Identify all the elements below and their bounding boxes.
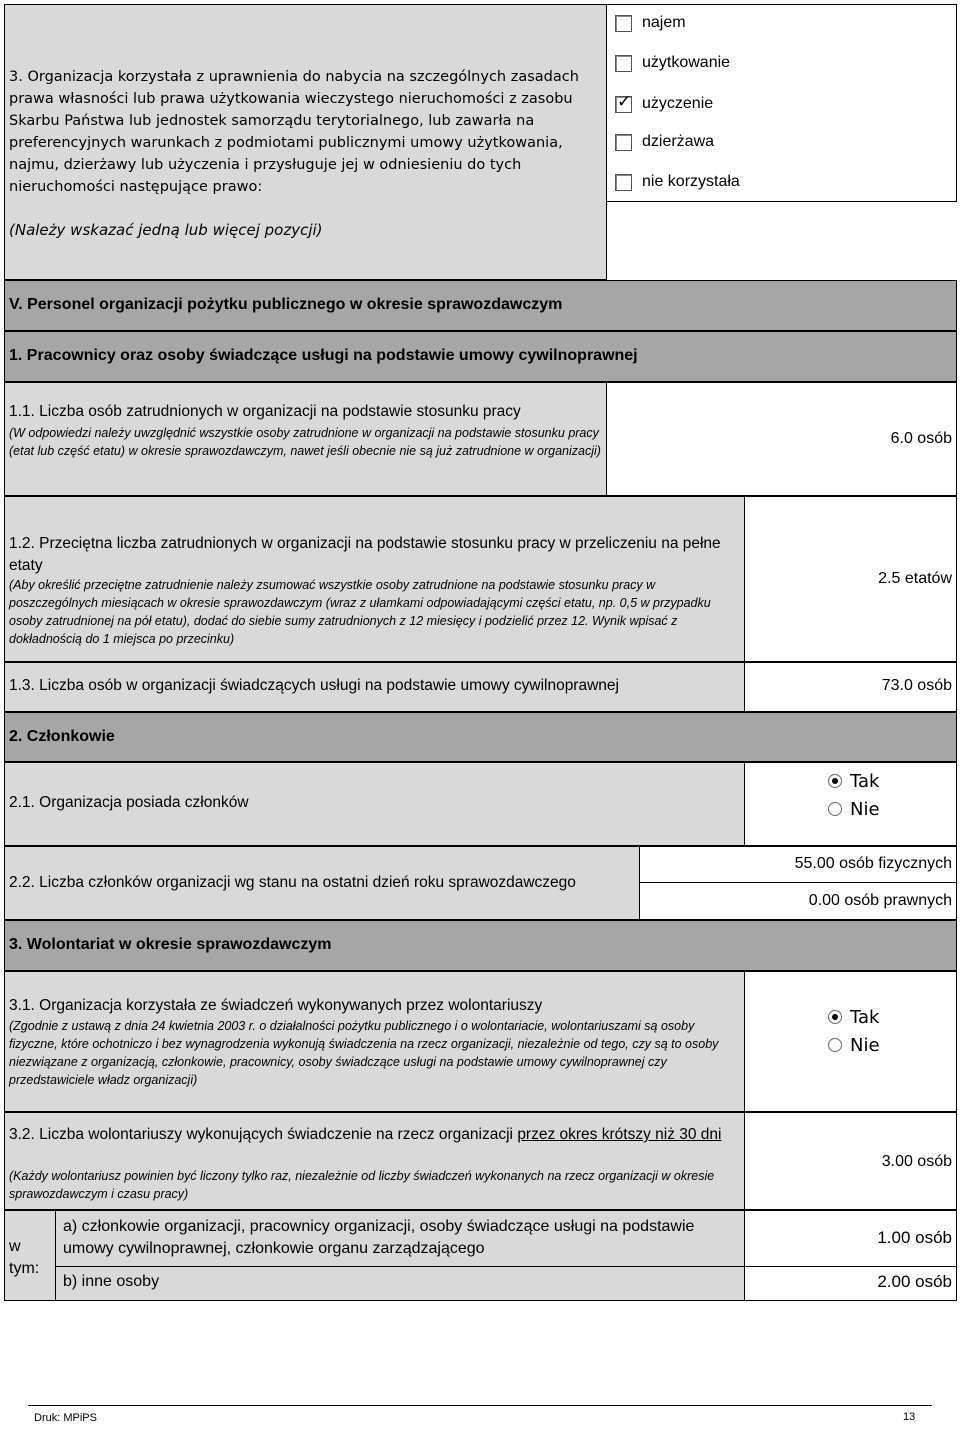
radio-nie[interactable] [828,795,880,823]
radio-label: Nie [850,1034,880,1056]
q12-label: 1.2. Przeciętna liczba zatrudnionych w organizacji na podstawie stosunku pracy w przeliczeniu na pełne etaty [9,535,721,574]
radio-label: Tak [850,770,880,792]
sub3-title: 3. Wolontariat w okresie sprawozdawczym [9,936,332,953]
checkbox-icon[interactable] [615,174,632,191]
q13-label: 1.3. Liczba osób w organizacji świadczących usługi na podstawie umowy cywilnoprawnej [9,677,619,694]
checkbox-icon[interactable] [615,55,632,72]
checkbox-icon[interactable] [615,15,632,32]
radio-tak[interactable] [828,1003,880,1031]
sub2-header [4,712,957,762]
radio-tak[interactable] [828,767,880,795]
checkbox-icon[interactable] [615,134,632,151]
section3-question: 3. Organizacja korzystała z uprawnienia do nabycia na szczególnych zasadach prawa własności lub prawa użytkowania wieczystego nieruchomości z zasobu Skarbu Państwa lub jednostek samorządu terytorialnego, lub zawarła na preferencyjnych warunkach z podmiotami publicznymi umowy użytkowania, najmu, dzierżawy lub użyczenia i przysługuje jej w odniesieniu do tych nieruchomości następujące prawo: [9,69,579,195]
checkbox-checked-icon[interactable]: ✓ [617,91,632,111]
radio-icon[interactable] [828,802,842,816]
q11-hint: (W odpowiedzi należy uwzględnić wszystkie osoby zatrudnione w organizacji na podstawie stosunku pracy (etat lub część etatu) w okresie sprawozdawczym, nawet jeśli obecnie nie są już zatrudnione w organizacji) [9,426,601,458]
q12-value: 2.5 etatów [878,570,952,587]
radio-label: Tak [850,1006,880,1028]
section5-title: V. Personel organizacji pożytku publicznego w okresie sprawozdawczym [9,296,563,313]
radio-nie[interactable] [828,1031,880,1059]
q11-label: 1.1. Liczba osób zatrudnionych w organizacji na podstawie stosunku pracy [9,403,521,420]
q22-label: 2.2. Liczba członków organizacji wg stanu na ostatni dzień roku sprawozdawczego [9,874,576,891]
option-label: użyczenie [642,95,714,112]
q31-label: 3.1. Organizacja korzystała ze świadczeń wykonywanych przez wolontariuszy [9,997,543,1014]
q32b-label: b) inne osoby [63,1273,160,1290]
q32-label-main: 3.2. Liczba wolontariuszy wykonujących świadczenie na rzecz organizacji [9,1126,513,1143]
q32-hint: (Każdy wolontariusz powinien być liczony tylko raz, niezależnie od liczby świadczeń wykonanych na rzecz organizacji w okresie sprawozdawczym i czasu pracy) [9,1169,715,1201]
q31-radio-group [828,1003,880,1059]
sub1-title: 1. Pracownicy oraz osoby świadczące usługi na podstawie umowy cywilnoprawnej [9,347,638,364]
q11-value: 6.0 osób [890,430,952,447]
radio-icon[interactable] [828,1038,842,1052]
option-label: najem [642,14,686,31]
q32-value: 3.00 osób [881,1153,952,1170]
q32b-label-cell [56,1267,745,1301]
q32a-label: a) członkowie organizacji, pracownicy organizacji, osoby świadczące usługi na podstawie umowy cywilnoprawnej, członkowie organu zarządzającego [63,1218,695,1257]
option-uzyczenie[interactable] [615,91,714,114]
q22-value-legal: 0.00 osób prawnych [808,892,952,909]
q32-label [9,1124,739,1145]
q32b-value: 2.00 osób [877,1272,952,1291]
sub2-title: 2. Członkowie [9,728,115,745]
radio-selected-icon[interactable] [828,1010,842,1024]
q12-hint: (Aby określić przeciętne zatrudnienie należy zsumować wszystkie osoby zatrudnione na podstawie stosunku pracy w poszczególnych miesiącach w okresie sprawozdawczym (wraz z ułamkami odpowiadającymi części etatu, np. 0,5 w przypadku osoby zatrudnionej na pół etatu), dodać do siebie sumy zatrudnionych z 12 miesięcy i podzielić przez 12. Wynik wpisać z dokładnością do 1 miejsca po przecinku) [9,578,711,646]
option-label: dzierżawa [642,133,715,150]
radio-label: Nie [850,798,880,820]
q13-value: 73.0 osób [881,677,952,694]
radio-selected-icon[interactable] [828,774,842,788]
footer-line [28,1405,932,1406]
q32a-value: 1.00 osób [877,1228,952,1247]
option-nie-korzystala[interactable] [615,172,740,192]
option-uzytkowanie[interactable] [615,53,730,73]
footer-print-label: Druk: MPiPS [34,1412,97,1424]
page-number: 13 [903,1411,916,1423]
option-najem[interactable] [615,13,686,33]
q32-label-underlined: przez okres krótszy niż 30 dni [517,1126,722,1143]
option-label: nie korzystała [642,173,740,190]
q21-radio-group [828,767,880,823]
q31-hint: (Zgodnie z ustawą z dnia 24 kwietnia 2003 r. o działalności pożytku publicznego i o wolontariacie, wolontariuszami są osoby fizyczne, które ochotniczo i bez wynagrodzenia wykonują świadczenia na rzecz organizacji, niezależnie od tego, czy są to osoby niezwiązane z organizacją, członkowie, pracownicy, osoby świadczące usługi na podstawie umowy cywilnoprawnej czy przedstawiciele władz organizacji) [9,1019,719,1087]
section3-hint: (Należy wskazać jedną lub więcej pozycji) [9,221,323,239]
option-dzierzawa[interactable] [615,132,714,152]
q21-label: 2.1. Organizacja posiada członków [9,794,249,811]
wtym-label: w tym: [9,1238,40,1277]
q22-value-physical: 55.00 osób fizycznych [794,855,952,872]
option-label: użytkowanie [642,54,731,71]
